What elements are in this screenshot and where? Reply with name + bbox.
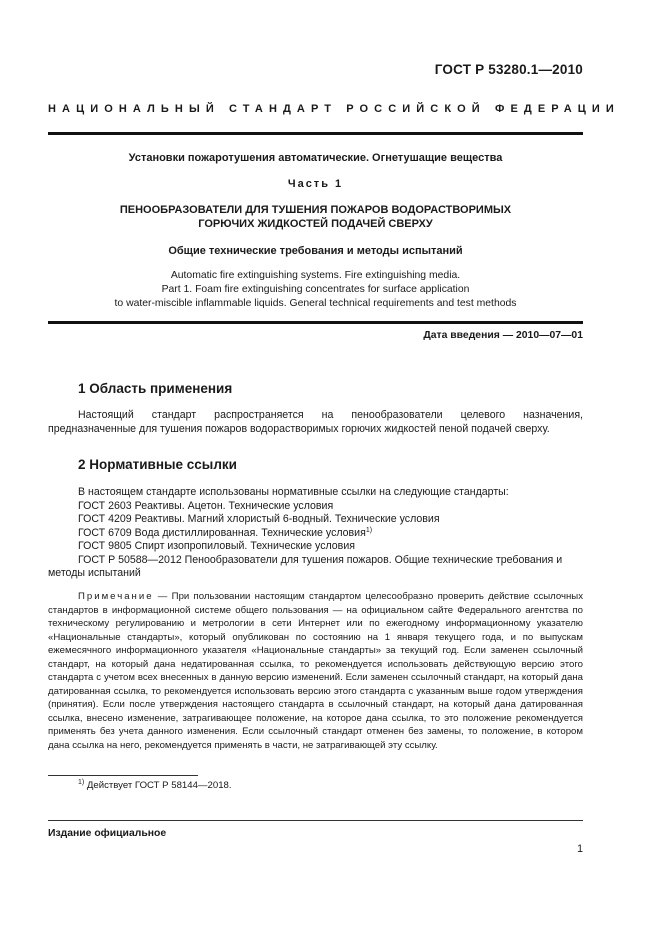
- footnote-rule: [48, 775, 198, 776]
- reference-text: ГОСТ 6709 Вода дистиллированная. Технические условия: [78, 527, 366, 539]
- document-number: ГОСТ Р 53280.1—2010: [434, 62, 583, 77]
- note-paragraph: [48, 590, 583, 752]
- main-title-line-1: ПЕНООБРАЗОВАТЕЛИ ДЛЯ ТУШЕНИЯ ПОЖАРОВ ВОДОРАСТВОРИМЫХ: [119, 204, 512, 216]
- main-title-line-2: ГОРЮЧИХ ЖИДКОСТЕЙ ПОДАЧЕЙ СВЕРХУ: [198, 218, 433, 230]
- part-label: Часть 1: [287, 178, 344, 190]
- references-intro: В настоящем стандарте использованы нормативные ссылки на следующие стандарты:: [78, 486, 509, 498]
- footnote-mark: 1): [78, 779, 85, 786]
- reference-item-continuation: методы испытаний: [48, 567, 141, 579]
- section-2-heading: 2 Нормативные ссылки: [78, 457, 237, 472]
- footnote: [78, 780, 232, 791]
- note-label: Примечание: [78, 591, 154, 602]
- footer-rule: [48, 820, 583, 821]
- note-text: — При пользовании настоящим стандартом целесообразно проверить действие ссылочных стандартов в информационной системе общего пользования — на официальном сайте Федерального агентства по техническому регулированию и метрологии в сети Интернет или по ежегодному информационному указателю «Национальные стандарты», который опубликован по состоянию на 1 января текущего года, и по выпускам ежемесячного информационного указателя «Национальные стандарты» за текущий год. Если заменен ссылочный стандарт, на который дана недатированная ссылка, то рекомендуется использовать действующую версию этого стандарта с учетом всех внесенных в данную версию изменений. Если заменен ссылочный стандарт, на который дана датированная ссылка, то рекомендуется использовать версию этого стандарта с указанным выше годом утверждения (принятия). Если после утверждения настоящего стандарта в ссылочный стандарт, на который дана датированная ссылка, внесено изменение, затрагивающее положение, на которое дана ссылка, то это положение рекомендуется применять без учета данного изменения. Если ссылочный стандарт отменен без замены, то положение, в котором дана ссылка на него, рекомендуется применять в части, не затрагивающей эту ссылку.: [48, 591, 583, 751]
- subtitle: Общие технические требования и методы испытаний: [168, 245, 463, 257]
- english-title-line-1: Automatic fire extinguishing systems. Fire extinguishing media.: [170, 270, 461, 281]
- title-bottom-rule: [48, 321, 583, 324]
- reference-item: ГОСТ 4209 Реактивы. Магний хлористый 6-водный. Технические условия: [78, 513, 440, 525]
- introduction-date: Дата введения — 2010—07—01: [423, 330, 583, 341]
- reference-item: ГОСТ 9805 Спирт изопропиловый. Технические условия: [78, 540, 355, 552]
- page-number: 1: [577, 843, 583, 855]
- english-title-line-3: to water-miscible inflammable liquids. General technical requirements and test methods: [114, 298, 517, 309]
- reference-item: ГОСТ Р 50588—2012 Пенообразователи для тушения пожаров. Общие технические требования и: [78, 554, 563, 566]
- footnote-text: Действует ГОСТ Р 58144—2018.: [84, 780, 232, 791]
- section-1-heading: 1 Область применения: [78, 381, 233, 396]
- official-edition-label: Издание официальное: [48, 828, 167, 839]
- footnote-reference[interactable]: 1): [365, 527, 373, 534]
- reference-item: [78, 527, 372, 541]
- section-1-text: Настоящий стандарт распространяется на пенообразователи целевого назначения, предназначенные для тушения пожаров водорастворимых горючих жидкостей пеной подачей сверху.: [48, 409, 583, 435]
- series-title: Установки пожаротушения автоматические. Огнетушащие вещества: [128, 152, 503, 164]
- english-title-line-2: Part 1. Foam fire extinguishing concentrates for surface application: [161, 284, 470, 295]
- reference-item: ГОСТ 2603 Реактивы. Ацетон. Технические условия: [78, 500, 334, 512]
- national-standard-banner: НАЦИОНАЛЬНЫЙ СТАНДАРТ РОССИЙСКОЙ ФЕДЕРАЦИИ: [48, 103, 620, 115]
- top-rule: [48, 132, 583, 135]
